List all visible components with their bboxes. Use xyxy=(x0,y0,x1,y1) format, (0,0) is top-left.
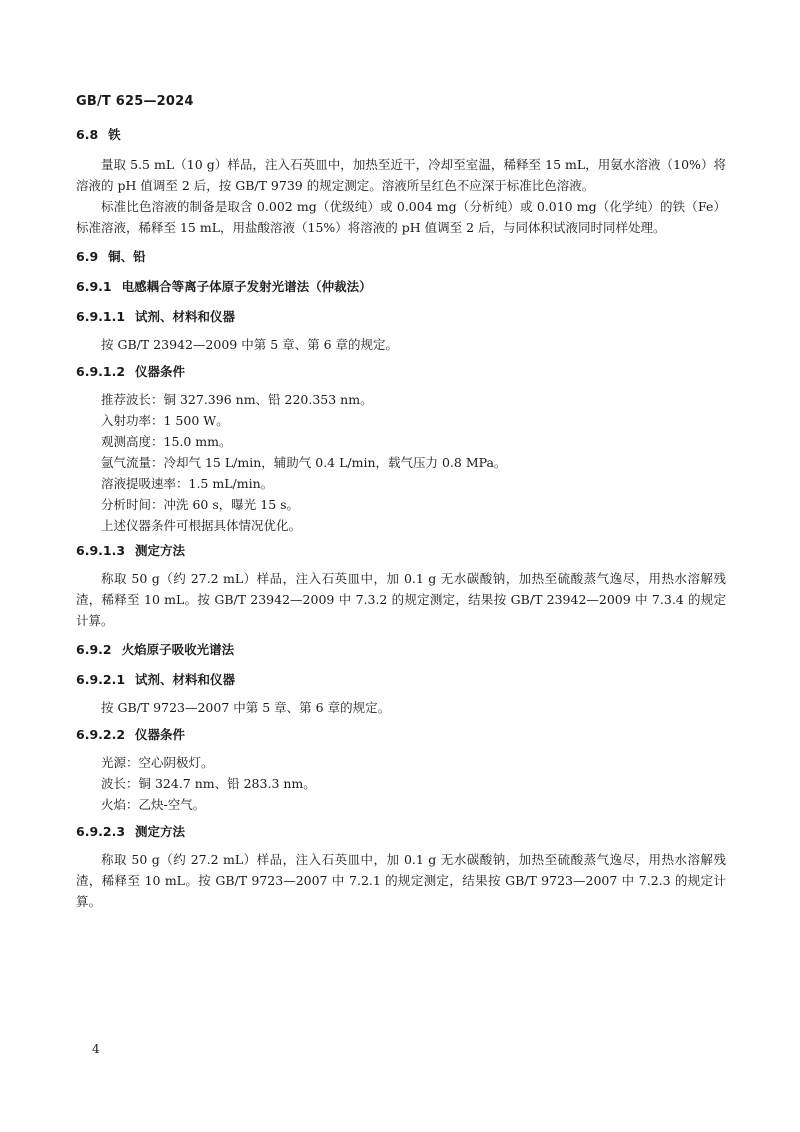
condition-line: 推荐波长：铜 327.396 nm、铅 220.353 nm。 xyxy=(101,392,373,407)
heading-6-9-1-2 xyxy=(76,363,726,381)
condition-line: 观测高度：15.0 mm。 xyxy=(101,434,232,449)
section-title: 电感耦合等离子体原子发射光谱法（仲裁法） xyxy=(121,279,372,294)
paragraph: 标准比色溶液的制备是取含 0.002 mg（优级纯）或 0.004 mg（分析纯）或 0.010 mg（化学纯）的铁（Fe）标准溶液，稀释至 15 mL，用盐酸溶液（15%）将溶液的 pH 值调至 2 后，与同体积试液同时同样处理。 xyxy=(76,199,726,235)
heading-6-9-2-1 xyxy=(76,671,726,689)
page-number: 4 xyxy=(92,1042,100,1056)
section-title: 试剂、材料和仪器 xyxy=(135,672,236,687)
paragraph: 称取 50 g（约 27.2 mL）样品，注入石英皿中，加 0.1 g 无水碳酸钠，加热至硫酸蒸气逸尽，用热水溶解残渣，稀释至 10 mL。按 GB/T 9723—2007 中 7.2.1 的规定测定，结果按 GB/T 9723—2007 中 7.2.3 的规定计算。 xyxy=(76,852,726,909)
section-number: 6.9.2.3 xyxy=(76,824,126,839)
heading-6-9-2-3 xyxy=(76,823,726,841)
heading-6-8 xyxy=(76,126,726,144)
section-title: 火焰原子吸收光谱法 xyxy=(121,642,235,657)
section-number: 6.9.2.1 xyxy=(76,672,126,687)
section-number: 6.9.1.3 xyxy=(76,543,126,558)
section-title: 测定方法 xyxy=(135,543,186,558)
section-number: 6.8 xyxy=(76,127,99,142)
condition-line: 溶液提吸速率：1.5 mL/min。 xyxy=(101,476,274,491)
standard-number-header: GB/T 625—2024 xyxy=(76,94,194,109)
section-title: 铁 xyxy=(108,127,121,142)
section-number: 6.9.1.1 xyxy=(76,309,126,324)
section-number: 6.9.2.2 xyxy=(76,727,126,742)
section-number: 6.9.1 xyxy=(76,279,112,294)
section-title: 仪器条件 xyxy=(135,364,186,379)
section-number: 6.9.2 xyxy=(76,642,112,657)
heading-6-9-1-1 xyxy=(76,308,726,326)
heading-6-9-2 xyxy=(76,641,726,659)
condition-line: 入射功率：1 500 W。 xyxy=(101,413,229,428)
paragraph: 量取 5.5 mL（10 g）样品，注入石英皿中，加热至近干，冷却至室温，稀释至 15 mL，用氨水溶液（10%）将溶液的 pH 值调至 2 后，按 GB/T 9739 的规定测定。溶液所呈红色不应深于标准比色溶液。 xyxy=(76,157,726,193)
section-title: 测定方法 xyxy=(135,824,186,839)
condition-line: 光源：空心阴极灯。 xyxy=(101,755,214,770)
section-title: 铜、铅 xyxy=(108,249,146,264)
condition-line: 火焰：乙炔-空气。 xyxy=(101,797,206,812)
heading-6-9-1 xyxy=(76,278,726,296)
section-title: 仪器条件 xyxy=(135,727,186,742)
heading-6-9-2-2 xyxy=(76,726,726,744)
section-title: 试剂、材料和仪器 xyxy=(135,309,236,324)
heading-6-9-1-3 xyxy=(76,542,726,560)
condition-line: 分析时间：冲洗 60 s，曝光 15 s。 xyxy=(101,497,300,512)
page-content xyxy=(76,126,726,912)
condition-line: 波长：铜 324.7 nm、铅 283.3 nm。 xyxy=(101,776,316,791)
section-number: 6.9.1.2 xyxy=(76,364,126,379)
heading-6-9 xyxy=(76,248,726,266)
paragraph: 按 GB/T 9723—2007 中第 5 章、第 6 章的规定。 xyxy=(101,700,391,715)
condition-line: 上述仪器条件可根据具体情况优化。 xyxy=(101,518,302,533)
section-number: 6.9 xyxy=(76,249,99,264)
condition-line: 氩气流量：冷却气 15 L/min，辅助气 0.4 L/min，载气压力 0.8 MPa。 xyxy=(101,455,507,470)
paragraph: 按 GB/T 23942—2009 中第 5 章、第 6 章的规定。 xyxy=(101,337,399,352)
paragraph: 称取 50 g（约 27.2 mL）样品，注入石英皿中，加 0.1 g 无水碳酸钠，加热至硫酸蒸气逸尽，用热水溶解残渣，稀释至 10 mL。按 GB/T 23942—2009 中 7.3.2 的规定测定，结果按 GB/T 23942—2009 中 7.3.4 的规定计算。 xyxy=(76,571,726,628)
